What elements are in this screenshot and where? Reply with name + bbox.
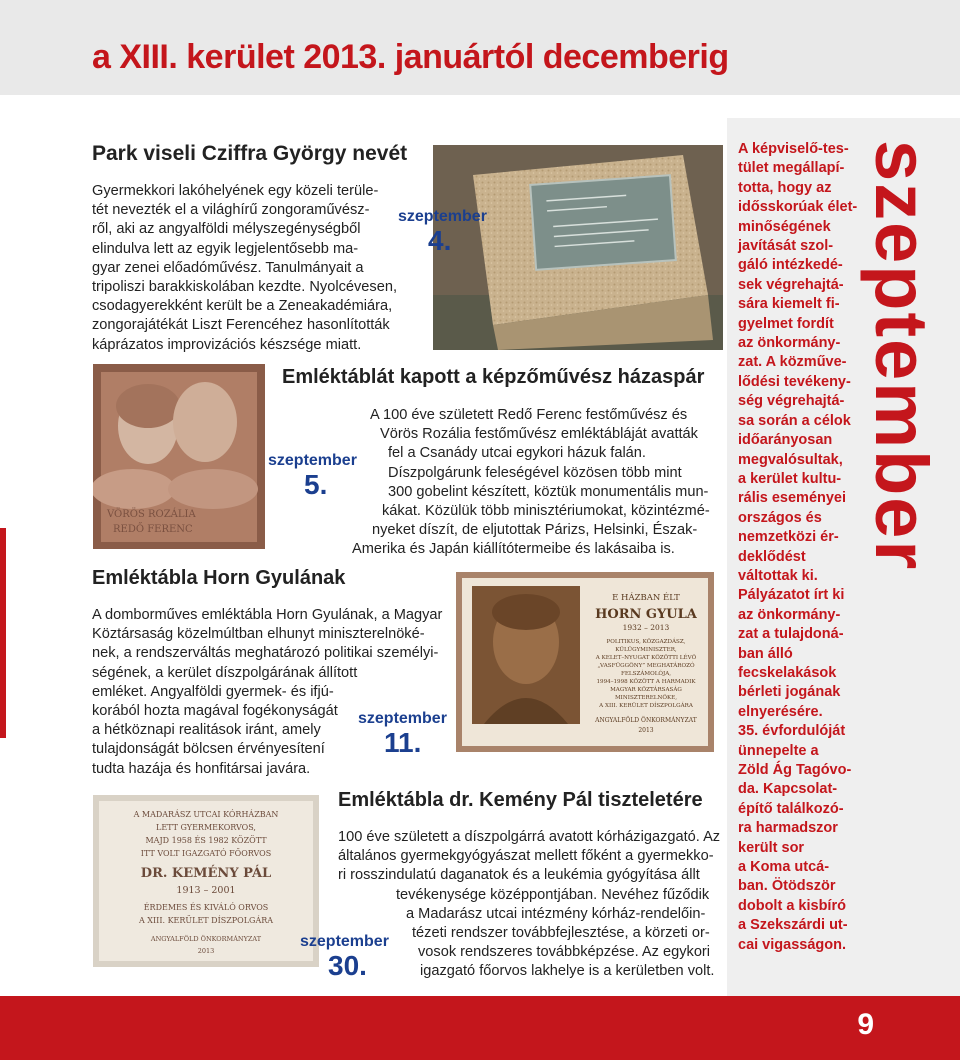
date-sep-5	[268, 452, 357, 500]
plaque-text: 2013	[638, 727, 654, 734]
month-vertical-label	[860, 140, 952, 740]
article-horn-title: Emléktábla Horn Gyulának	[92, 567, 346, 589]
plaque-text: ANGYALFÖLD ÖNKORMÁNYZAT	[595, 717, 697, 724]
date-sep-11	[358, 710, 447, 758]
text-line: igazgató főorvos lakhelye is a kerületben volt.	[420, 963, 715, 980]
sidebar-line: ra harmadszor	[738, 820, 838, 837]
left-edge-accent	[0, 528, 6, 738]
page-header	[0, 0, 960, 95]
sidebar-line: gyelmet fordít	[738, 315, 834, 332]
text-line: tripoliszi barakkiskolában kezdte. Nyolcévesen,	[92, 279, 397, 296]
sidebar-line: a Koma utcá-	[738, 859, 830, 876]
date-day: 5.	[304, 469, 328, 500]
text-line: ségének, a kerület díszpolgárának állított	[92, 664, 358, 681]
text-line: ről, aki az angyalföldi mélyszegénységből	[92, 221, 361, 238]
kemeny-plaque-photo	[93, 795, 319, 967]
article-kemeny-title: Emléktábla dr. Kemény Pál tiszteletére	[338, 789, 703, 811]
text-line: zongorajátékát Liszt Ferencéhez hasonlították	[92, 317, 390, 334]
date-sep-4	[398, 208, 487, 256]
plaque-text: ÉRDEMES ÉS KIVÁLÓ ORVOS	[143, 903, 269, 912]
sidebar-line: építő találkozó-	[738, 800, 844, 817]
article-painters-title: Emléktáblát kapott a képzőművész házaspár	[282, 366, 705, 388]
text-line: a hétköznapi realitások iránt, amely	[92, 722, 321, 739]
text-line: csodagyerekként került be a Zeneakadémiára,	[92, 298, 393, 315]
text-line: elindulva lett az egyik legjelentősebb ma-	[92, 240, 359, 257]
plaque-text: DR. KEMÉNY PÁL	[140, 866, 272, 881]
plaque-text: ITT VOLT IGAZGATÓ FŐORVOS	[140, 849, 272, 858]
plaque-text: HORN GYULA	[595, 607, 697, 622]
plaque-text: 1994–1998 KÖZÖTT A HARMADIK	[596, 679, 696, 685]
sidebar-line: sek végrehajtá-	[738, 276, 844, 293]
plaque-text: POLITIKUS, KÖZGAZDÁSZ,	[606, 639, 686, 645]
sidebar-line: zat a tulajdoná-	[738, 626, 844, 643]
article-painters-body	[352, 406, 722, 560]
sidebar-line: az önkormány-	[738, 606, 841, 623]
sidebar-line: 35. évfordulóját	[738, 723, 846, 740]
sidebar-line: gáló intézkedé-	[738, 257, 843, 274]
sidebar-line: időarányosan	[738, 432, 833, 449]
page-footer	[0, 996, 960, 1060]
text-line: ri rosszindulatú daganatok és a leukémia gyógyítása állt	[338, 867, 700, 884]
sidebar-line: ban álló	[738, 645, 793, 662]
date-month: szeptember	[300, 933, 389, 950]
plaque-text: REDŐ FERENC	[113, 524, 193, 535]
text-line: fel a Csanády utcai egykori házuk falán.	[388, 445, 646, 462]
sidebar-line: Pályázatot írt ki	[738, 587, 845, 604]
text-line: káprázatos improvizációs készsége miatt.	[92, 336, 362, 353]
text-line: 100 éve született a díszpolgárrá avatott kórházigazgató. Az	[338, 829, 721, 845]
plaque-text: KÜLÜGYMINISZTER,	[615, 647, 677, 653]
article-cziffra-title: Park viseli Cziffra György nevét	[92, 142, 408, 165]
sidebar-line: megvalósultak,	[738, 451, 843, 468]
plaque-text: MAGYAR KÖZTÁRSASÁG	[610, 687, 682, 693]
text-line: tulajdonságát bölcsen érvényesítení	[92, 741, 325, 758]
page-number: 9	[857, 1008, 874, 1041]
sidebar-line: A képviselő-tes-	[738, 141, 849, 157]
text-line: kákat. Közülük több minisztériumokat, közintézmé-	[382, 503, 710, 520]
plaque-text: 1913 – 2001	[176, 885, 236, 896]
painters-plaque-photo	[93, 364, 265, 549]
text-line: tézeti rendszer továbbfejlesztése, a körzeti or-	[412, 925, 710, 942]
sidebar-line: sára kiemelt fi-	[738, 296, 840, 313]
article-cziffra-body	[92, 182, 422, 355]
text-line: Amerika és Japán kiállítótermeibe és lakásaiba is.	[352, 541, 675, 558]
text-line: vosok rendszeres továbbképzése. Az egykori	[418, 944, 711, 961]
sidebar-line: idősskorúak élet-	[738, 199, 858, 216]
plaque-text: A MADARÁSZ UTCAI KÓRHÁZBAN	[133, 810, 279, 819]
sidebar-line: javítását szol-	[738, 238, 834, 255]
plaque-text: ANGYALFÖLD ÖNKORMÁNYZAT	[150, 935, 262, 943]
plaque-text: „VASFÜGGÖNY” MEGHATÁROZÓ	[597, 663, 695, 669]
text-line: tevékenysége középpontjában. Nevéhez fűződik	[396, 886, 710, 903]
sidebar-line: a Szekszárdi ut-	[738, 917, 848, 934]
text-line: általános gyermekgyógyászat mellett főként a gyermekko-	[338, 848, 714, 865]
month-vertical-text: szeptember	[860, 140, 943, 572]
sidebar-line: lődési tevékeny-	[738, 373, 851, 390]
text-line: A 100 éve született Redő Ferenc festőművész és	[370, 407, 688, 423]
sidebar-line: az önkormány-	[738, 335, 841, 352]
plaque-text: VÖRÖS ROZÁLIA	[107, 509, 196, 520]
sidebar-line: totta, hogy az	[738, 179, 832, 196]
article-kemeny-body	[338, 828, 723, 982]
plaque-text: A KELET–NYUGAT KÖZÖTTI LÉVŐ	[595, 655, 697, 661]
sidebar-line: a kerület kultu-	[738, 470, 842, 487]
plaque-text: A XIII. KERÜLET DÍSZPOLGÁRA	[138, 916, 274, 925]
text-line: gyar zenei előadóművész. Tanulmányait a	[92, 259, 364, 276]
plaque-text: A XIII. KERÜLET DÍSZPOLGÁRA	[599, 703, 693, 709]
text-line: tudta hazája és honfitársai javára.	[92, 760, 311, 777]
plaque-text: 2013	[197, 947, 215, 955]
date-month: szeptember	[358, 710, 447, 727]
text-line: 300 gobelint készített, köztük monumentális mun-	[388, 483, 709, 500]
horn-plaque-photo	[456, 572, 714, 752]
sidebar-line: elnyerésére.	[738, 703, 823, 720]
sidebar-line: dobolt a kisbíró	[738, 897, 846, 914]
sidebar-line: ban. Ötödször	[738, 878, 836, 895]
text-line: nyeket díszít, de eljutottak Párizs, Helsinki, Észak-	[372, 522, 698, 539]
plaque-text: E HÁZBAN ÉLT	[612, 593, 680, 603]
sidebar-line: minőségének	[738, 218, 831, 235]
sidebar-line: ünnepelte a	[738, 742, 819, 759]
sidebar-line: ség végrehajtá-	[738, 393, 845, 410]
date-day: 4.	[428, 225, 452, 256]
text-line: emléket. Angyalföldi gyermek- és ifjú-	[92, 683, 334, 700]
date-month: szeptember	[268, 452, 357, 469]
sidebar-line: cai vigasságon.	[738, 936, 846, 953]
sidebar-line: fecskelakások	[738, 664, 837, 681]
plaque-text: MINISZTERELNÖKE,	[614, 695, 678, 701]
text-line: Díszpolgárunk feleségével közösen több mint	[388, 464, 682, 481]
page-title: a XIII. kerület 2013. januártól decemberig	[92, 38, 729, 76]
date-month: szeptember	[398, 208, 487, 225]
sidebar-line: Zöld Ág Tagóvo-	[738, 762, 852, 778]
plaque-text: MAJD 1958 ÉS 1982 KÖZÖTT	[145, 836, 267, 845]
plaque-text: 1932 – 2013	[622, 623, 670, 632]
sidebar-line: került sor	[738, 839, 805, 856]
sidebar-line: váltottak ki.	[738, 567, 818, 584]
sidebar-line: tület megállapí-	[738, 160, 845, 177]
text-line: A domborműves emléktábla Horn Gyulának, a Magyar	[92, 607, 443, 623]
sidebar-line: nemzetközi ér-	[738, 529, 839, 546]
text-line: tét nevezték el a világhírű zongoraművész-	[92, 202, 370, 219]
sidebar-line: rális eseményei	[738, 490, 847, 507]
plaque-text: LETT GYERMEKORVOS,	[156, 823, 256, 832]
sidebar-line: da. Kapcsolat-	[738, 781, 838, 798]
sidebar-line: deklődést	[738, 548, 806, 565]
plaque-text: FELSZÁMOLÓJA,	[620, 671, 672, 677]
text-line: korából hozta magával fogékonyságát	[92, 703, 338, 720]
text-line: a Madarász utcai intézmény kórház-rendelőin-	[406, 905, 706, 922]
sidebar-line: bérleti jogának	[738, 684, 841, 701]
text-line: Vörös Rozália festőművész emléktábláját avatták	[380, 426, 698, 443]
sidebar-line: országos és	[738, 509, 822, 526]
sidebar-line: sa során a célok	[738, 412, 851, 429]
text-line: Gyermekkori lakóhelyének egy közeli terüle-	[92, 183, 379, 199]
text-line: nek, a rendszerváltás meghatározó politikai személyi-	[92, 645, 439, 662]
sidebar-line: zat. A közműve-	[738, 354, 847, 371]
date-day: 11.	[384, 727, 422, 758]
sidebar-summary	[738, 140, 868, 955]
text-line: Köztársaság közelmúltban elhunyt miniszterelnöké-	[92, 626, 425, 643]
date-day: 30.	[328, 950, 367, 981]
